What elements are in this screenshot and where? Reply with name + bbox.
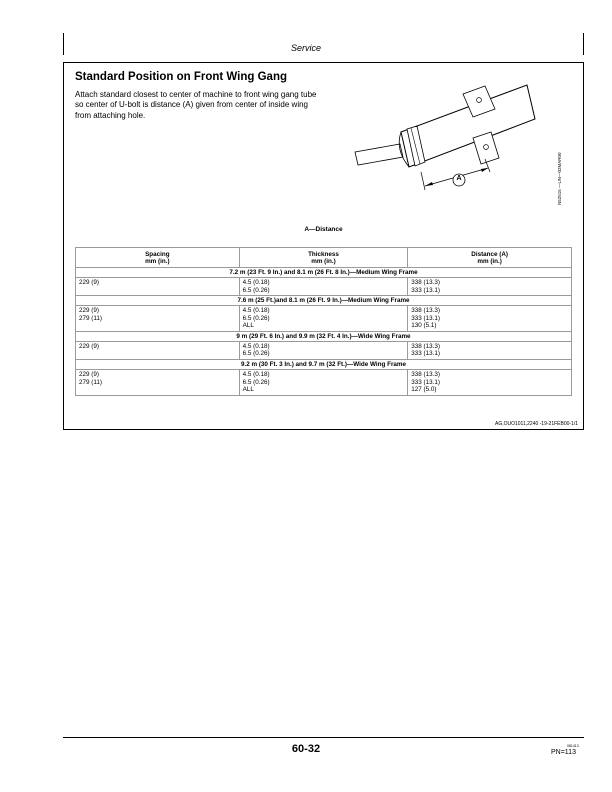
table-row bbox=[76, 370, 572, 395]
thickness-cell: 4.5 (0.18) 6.5 (0.26) ALL bbox=[239, 306, 408, 331]
header-thickness: Thickness mm (in.) bbox=[239, 248, 408, 268]
group-title-row: 9.2 m (30 Ft. 3 In.) and 9.7 m (32 Ft.)—Wide Wing Frame bbox=[76, 359, 572, 369]
shaft bbox=[355, 144, 403, 165]
callout-a-label: A bbox=[456, 175, 462, 182]
group-title-row: 7.2 m (23 Ft. 9 In.) and 8.1 m (26 Ft. 8 In.)—Medium Wing Frame bbox=[76, 267, 572, 277]
distance-cell: 338 (13.3) 333 (13.1) 130 (5.1) bbox=[408, 306, 572, 331]
lower-bracket bbox=[473, 132, 499, 164]
section-title: Service bbox=[290, 43, 321, 53]
thickness-cell: 4.5 (0.18) 6.5 (0.26) ALL bbox=[239, 370, 408, 395]
distance-cell: 338 (13.3) 333 (13.1) bbox=[408, 278, 572, 296]
header-spacing: Spacing mm (in.) bbox=[76, 248, 240, 268]
page-number: 60-32 bbox=[291, 743, 321, 755]
distance-cell: 338 (13.3) 333 (13.1) bbox=[408, 342, 572, 360]
wing-gang-illustration bbox=[345, 74, 545, 204]
footer-rule bbox=[63, 737, 584, 738]
figure-id: N52515 —UN—02MAR00 bbox=[557, 152, 562, 205]
table-row bbox=[76, 306, 572, 331]
spec-table bbox=[75, 247, 572, 396]
table-row bbox=[76, 278, 572, 296]
spacing-cell: 229 (9) bbox=[76, 342, 240, 360]
thickness-cell: 4.5 (0.18) 6.5 (0.26) bbox=[239, 278, 408, 296]
document-reference: AG,OUO1011,2240 -19-21FEB00-1/1 bbox=[494, 421, 578, 427]
spacing-cell: 229 (9) bbox=[76, 278, 240, 296]
spacing-cell: 229 (9) 279 (11) bbox=[76, 306, 240, 331]
pn-label: PN=113 bbox=[551, 749, 576, 756]
header-distance: Distance (A) mm (in.) bbox=[408, 248, 572, 268]
group-title-row: 7.6 m (25 Ft.)and 8.1 m (26 Ft. 9 In.)—Medium Wing Frame bbox=[76, 296, 572, 306]
table-row bbox=[76, 342, 572, 360]
instruction-paragraph: Attach standard closest to center of machine to front wing gang tube so center of U-bolt is distance (A) given from center of inside wing from attaching hole. bbox=[75, 90, 317, 120]
table-header-row bbox=[76, 248, 572, 268]
page-heading: Standard Position on Front Wing Gang bbox=[75, 71, 287, 83]
spacing-cell: 229 (9) 279 (11) bbox=[76, 370, 240, 395]
thickness-cell: 4.5 (0.18) 6.5 (0.26) bbox=[239, 342, 408, 360]
date-code: 081413 bbox=[567, 744, 579, 748]
group-title-row: 9 m (29 Ft. 6 In.) and 9.9 m (32 Ft. 4 In.)—Wide Wing Frame bbox=[76, 331, 572, 341]
distance-cell: 338 (13.3) 333 (13.1) 127 (5.0) bbox=[408, 370, 572, 395]
figure-caption: A—Distance bbox=[304, 226, 343, 233]
